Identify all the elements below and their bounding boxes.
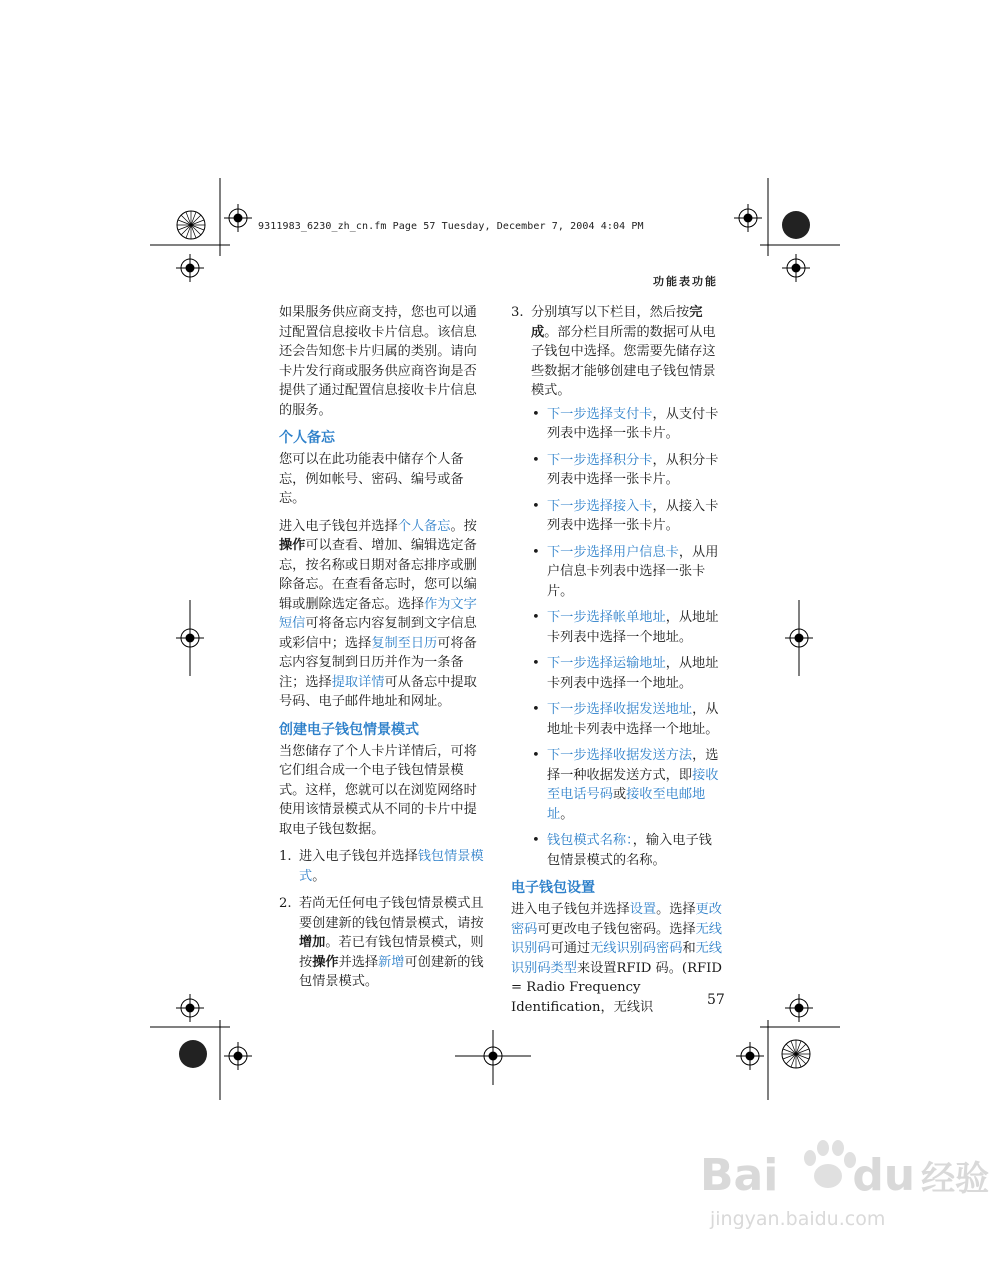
step-2: 2. 若尚无任何电子钱包情景模式且要创建新的钱包情景模式，请按增加。若已有钱包情景模式，则按操作并选择新增可创建新的钱包情景模式。 <box>279 896 484 989</box>
link-rfid-type[interactable]: 无线识别码类型 <box>511 941 722 976</box>
field-bullets <box>511 405 723 871</box>
bullet-item: • 下一步选择用户信息卡，从用户信息卡列表中选择一张卡片。 <box>511 543 723 602</box>
link-extract-details[interactable]: 提取详情 <box>331 674 385 690</box>
bullet-item: • 钱包模式名称：，输入电子钱包情景模式的名称。 <box>511 831 723 870</box>
link-new-add[interactable]: 新增 <box>378 954 405 970</box>
link-next-receipt-address[interactable]: 下一步选择收据发送地址 <box>547 702 693 717</box>
bullet-item: • 下一步选择运输地址，从地址卡列表中选择一个地址。 <box>511 654 723 693</box>
notes-paragraph-1: 您可以在此功能表中储存个人备忘，例如帐号、密码、编号或备忘。 <box>279 452 464 506</box>
watermark-brand-b: du <box>852 1150 916 1201</box>
link-rfid-password[interactable]: 无线识别码密码 <box>590 941 683 956</box>
baidu-jingyan-watermark <box>700 1136 989 1246</box>
bullet-item: • 下一步选择帐单地址，从地址卡列表中选择一个地址。 <box>511 608 723 647</box>
right-column <box>511 303 723 1025</box>
bullet-item: • 下一步选择接入卡，从接入卡列表中选择一张卡片。 <box>511 497 723 536</box>
wallet-settings-paragraph: 进入电子钱包并选择设置。选择更改密码可更改电子钱包密码。选择无线识别码可通过无线识别码密码和无线识别码类型来设置RFID 码。(RFID = Radio Frequency Identification，无线识 <box>511 902 722 1015</box>
link-wallet-profile-name[interactable]: 钱包模式名称： <box>547 833 633 848</box>
link-next-receipt-method[interactable]: 下一步选择收据发送方法 <box>547 748 693 763</box>
link-copy-to-calendar[interactable]: 复制至日历 <box>371 635 438 651</box>
watermark-brand-cn: 经验 <box>921 1159 989 1199</box>
steps-list <box>279 847 489 992</box>
link-next-loyalty-card[interactable]: 下一步选择积分卡 <box>547 452 653 468</box>
intro-paragraph: 如果服务供应商支持，您也可以通过配置信息接收卡片信息。该信息还会告知您卡片归属的类别。请向卡片发行商或服务供应商咨询是否提供了通过配置信息接收卡片信息的服务。 <box>279 305 477 418</box>
bullet-item: • 下一步选择积分卡，从积分卡列表中选择一张卡片。 <box>511 451 723 490</box>
notes-heading: 个人备忘 <box>279 430 335 446</box>
wallet-settings-heading: 电子钱包设置 <box>511 880 595 896</box>
bullet-item: • 下一步选择支付卡，从支付卡列表中选择一张卡片。 <box>511 405 723 444</box>
wallet-profile-paragraph: 当您储存了个人卡片详情后，可将它们组合成一个电子钱包情景模式。这样，您就可以在浏览网络时使用该情景模式从不同的卡片中提取电子钱包数据。 <box>279 743 477 837</box>
file-info-header: 9311983_6230_zh_cn.fm Page 57 Tuesday, December 7, 2004 4:04 PM <box>258 221 644 232</box>
wallet-profile-heading: 创建电子钱包情景模式 <box>279 721 419 738</box>
watermark-url: jingyan.baidu.com <box>710 1208 886 1230</box>
watermark-brand-a: Bai <box>700 1150 779 1201</box>
link-next-payment-card[interactable]: 下一步选择支付卡 <box>547 406 653 422</box>
link-to-phone-number[interactable]: 接收至电话号码 <box>547 767 719 802</box>
bullet-item: • 下一步选择收据发送方法，选择一种收据发送方式，即接收至电话号码或接收至电邮地址。 <box>511 746 723 824</box>
link-next-user-info-card[interactable]: 下一步选择用户信息卡 <box>547 544 679 560</box>
link-rfid-code[interactable]: 无线识别码 <box>511 921 722 956</box>
steps-list-continued <box>511 303 723 870</box>
link-to-email-address[interactable]: 接收至电邮地址 <box>547 787 706 822</box>
step-3: 3. 分别填写以下栏目，然后按完成。部分栏目所需的数据可从电子钱包中选择。您需要先储存这些数据才能够创建电子钱包情景模式。 • 下一步选择支付卡，从支付卡列表中选择一张卡片。 • 下一步选择积分卡，从积分卡列表中选择一张卡片。 • 下一步选择接入卡，从接入卡列表中选择一张卡片。 • 下一步选择用户信息卡，从用户信息卡列表中选择一张卡片。 • 下一步选择帐单地址，从地址卡列表中选择一个地址。 • 下一步选择运输地址，从地址卡列表中选择一个地址。 • 下一步选择收据发送地址，从地址卡列表中选择一个地址。 • 下一步选择收据发送方法，选择一种收据发送方式，即接收至电话号码或接收至电邮地址。 • 钱包模式名称：，输入电子钱包情景模式的名称。 <box>511 303 723 870</box>
step-1: 1. 进入电子钱包并选择钱包情景模式。 <box>279 849 484 884</box>
link-as-text-message[interactable]: 作为文字短信 <box>279 596 477 631</box>
bullet-item: • 下一步选择收据发送地址，从地址卡列表中选择一个地址。 <box>511 700 723 739</box>
link-settings[interactable]: 设置 <box>629 902 657 917</box>
link-next-shipping-address[interactable]: 下一步选择运输地址 <box>547 656 666 671</box>
link-wallet-profiles[interactable]: 钱包情景模式 <box>299 849 484 884</box>
link-change-password[interactable]: 更改密码 <box>511 902 722 937</box>
link-next-access-card[interactable]: 下一步选择接入卡 <box>547 498 653 514</box>
notes-paragraph-2: 进入电子钱包并选择个人备忘。按操作可以查看、增加、编辑选定备忘，按名称或日期对备忘排序或删除备忘。在查看备忘时，您可以编辑或删除选定备忘。选择作为文字短信可将备忘内容复制到文字信息或彩信中；选择复制至日历可将备忘内容复制到日历并作为一条备注；选择提取详情可从备忘中提取号码、电子邮件地址和网址。 <box>279 518 477 709</box>
left-column <box>279 303 489 1000</box>
section-title: 功能表功能 <box>653 275 718 288</box>
link-next-billing-address[interactable]: 下一步选择帐单地址 <box>547 610 666 625</box>
link-personal-notes[interactable]: 个人备忘 <box>397 518 451 534</box>
page-number: 57 <box>707 992 725 1008</box>
